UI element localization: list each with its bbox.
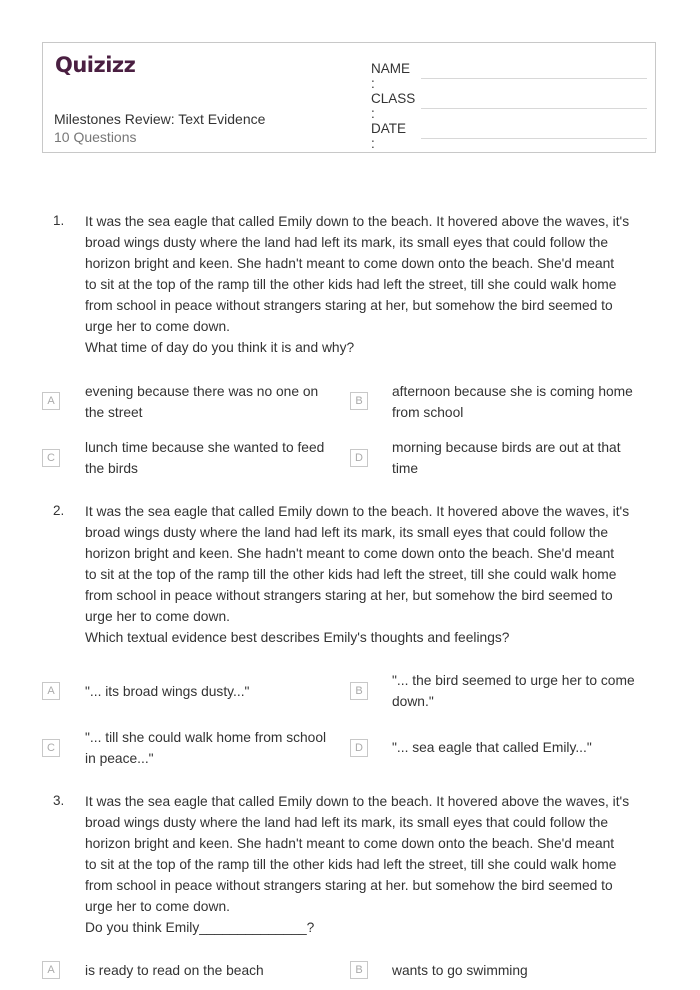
class-label: CLASS : <box>371 91 416 121</box>
option-a-text: evening because there was no one on the street <box>85 384 319 420</box>
option-b-text: wants to go swimming <box>392 963 528 978</box>
date-label: DATE : <box>371 121 407 151</box>
question-passage: It was the sea eagle that called Emily down to the beach. It hovered above the waves, it's broad wings dusty where the land had left its mark, its small eyes that could follow the horizon bright and keen. She hadn't meant to come down onto the beach. She'd meant to sit at the top of the ramp till the other kids had left the street, till she could walk home from school in peace without strangers staring at her, but somehow the bird seemed to urge her to come down. Which textual evidence best describes Emily's thoughts and feelings? <box>85 504 630 645</box>
worksheet-title: Milestones Review: Text Evidence <box>54 111 266 127</box>
option-d-text: "... sea eagle that called Emily..." <box>392 740 592 755</box>
option-c-box[interactable]: C <box>42 739 60 757</box>
question-passage: It was the sea eagle that called Emily down to the beach. It hovered above the waves, it's broad wings dusty where the land had left its mark, its small eyes that could follow the horizon bright and keen. She hadn't meant to come down onto the beach. She'd meant to sit at the top of the ramp till the other kids had left the street, till she could walk home from school in peace without strangers staring at her. but somehow the bird seemed to urge her to come down. Do you think Emily______________? <box>85 794 630 935</box>
question-count: 10 Questions <box>54 129 137 145</box>
option-b-text: "... the bird seemed to urge her to come down." <box>392 673 635 709</box>
option-b-box[interactable]: B <box>350 961 368 979</box>
question-passage: It was the sea eagle that called Emily down to the beach. It hovered above the waves, it's broad wings dusty where the land had left its mark, its small eyes that could follow the horizon bright and keen. She hadn't meant to come down onto the beach. She'd meant to sit at the top of the ramp till the other kids had left the street, till she could walk home from school in peace without strangers staring at her, but somehow the bird seemed to urge her to come down. What time of day do you think it is and why? <box>85 214 630 355</box>
question-number: 2. <box>53 503 65 518</box>
class-line <box>421 108 647 109</box>
option-c-text: "... till she could walk home from school in peace..." <box>85 730 327 766</box>
quizizz-logo: Quizizz <box>55 53 136 77</box>
date-line <box>421 138 647 139</box>
option-d-box[interactable]: D <box>350 449 368 467</box>
option-d-text: morning because birds are out at that time <box>392 440 621 476</box>
name-line <box>421 78 647 79</box>
option-c-box[interactable]: C <box>42 449 60 467</box>
option-a-text: "... its broad wings dusty..." <box>85 684 250 699</box>
option-a-box[interactable]: A <box>42 682 60 700</box>
option-c-text: lunch time because she wanted to feed the birds <box>85 440 325 476</box>
option-b-box[interactable]: B <box>350 392 368 410</box>
option-b-box[interactable]: B <box>350 682 368 700</box>
option-a-box[interactable]: A <box>42 392 60 410</box>
option-a-box[interactable]: A <box>42 961 60 979</box>
option-d-box[interactable]: D <box>350 739 368 757</box>
option-b-text: afternoon because she is coming home from school <box>392 384 633 420</box>
question-number: 1. <box>53 213 65 228</box>
option-a-text: is ready to read on the beach <box>85 963 264 978</box>
worksheet-header <box>42 42 656 153</box>
name-label: NAME : <box>371 61 411 91</box>
question-number: 3. <box>53 793 65 808</box>
